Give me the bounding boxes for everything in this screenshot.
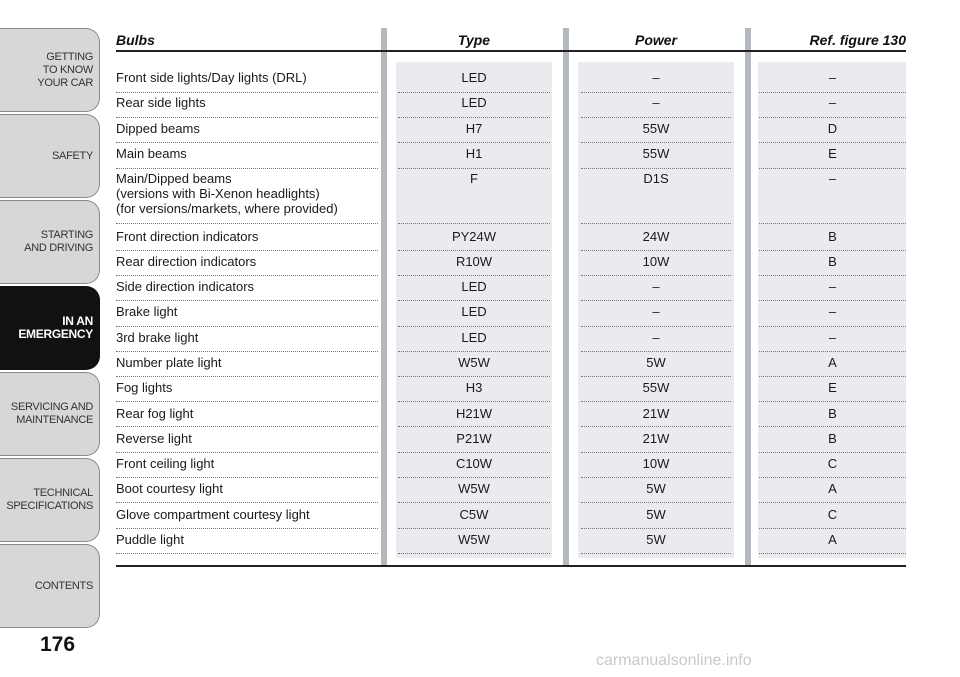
row-divider [116,351,378,352]
bulb-name-cell: Front ceiling light [116,456,215,471]
column-separator [381,28,387,566]
bulb-power-cell: 24W [642,229,670,244]
header-type: Type [457,32,491,48]
chapter-tab[interactable]: SERVICING AND MAINTENANCE [0,372,100,456]
row-divider [759,326,906,327]
chapter-tab[interactable]: TECHNICAL SPECIFICATIONS [0,458,100,542]
row-divider [398,92,550,93]
row-divider [398,351,550,352]
bulb-type-cell: H7 [465,121,483,136]
bulb-name-cell: Main beams [116,146,187,161]
bulb-power-cell: – [652,279,660,294]
row-divider [759,376,906,377]
row-divider [581,275,731,276]
row-divider [116,477,378,478]
row-divider [398,223,550,224]
bulb-ref-cell: E [828,146,837,161]
bulb-type-cell: LED [461,70,487,85]
row-divider [581,117,731,118]
chapter-tab[interactable]: SAFETY [0,114,100,198]
bulb-power-cell: – [652,304,660,319]
bulb-type-cell: C5W [459,507,489,522]
row-divider [759,477,906,478]
bulb-power-cell: 55W [642,121,670,136]
bulb-power-cell: 55W [642,380,670,395]
row-divider [398,142,550,143]
row-divider [398,401,550,402]
row-divider [581,553,731,554]
row-divider [759,223,906,224]
bulb-ref-cell: A [828,532,837,547]
row-divider [581,300,731,301]
row-divider [398,326,550,327]
row-divider [398,452,550,453]
row-divider [116,92,378,93]
row-divider [581,250,731,251]
row-divider [116,426,378,427]
row-divider [116,142,378,143]
bulb-name-cell: Reverse light [116,431,192,446]
bulb-name-cell: Dipped beams [116,121,200,136]
bulb-type-cell: LED [461,304,487,319]
row-divider [398,168,550,169]
bulb-type-cell: W5W [458,481,490,496]
chapter-tab[interactable]: STARTING AND DRIVING [0,200,100,284]
row-divider [116,376,378,377]
bulb-ref-cell: A [828,481,837,496]
bulb-name-cell: Rear fog light [116,406,194,421]
row-divider [759,426,906,427]
bulb-power-cell: 21W [642,406,670,421]
bulb-name-cell: Glove compartment courtesy light [116,507,310,522]
row-divider [116,168,378,169]
bulb-ref-cell: B [828,229,837,244]
row-divider [116,250,378,251]
row-divider [116,553,378,554]
row-divider [759,92,906,93]
header-rule [116,50,906,52]
bottom-rule [116,565,906,567]
row-divider [759,142,906,143]
bulb-name-cell: Brake light [116,304,178,319]
row-divider [116,223,378,224]
row-divider [398,528,550,529]
row-divider [116,275,378,276]
row-divider [759,452,906,453]
bulb-power-cell: 5W [646,532,666,547]
bulb-type-cell: H1 [465,146,483,161]
row-divider [398,553,550,554]
bulb-name-cell: Rear side lights [116,95,206,110]
bulb-power-cell: 55W [642,146,670,161]
row-divider [581,351,731,352]
row-divider [116,528,378,529]
row-divider [759,300,906,301]
bulb-table [116,28,906,568]
bulb-type-cell: LED [461,95,487,110]
page-number: 176 [40,633,76,656]
bulb-type-cell: LED [461,279,487,294]
bulb-ref-cell: – [828,279,837,294]
row-divider [581,426,731,427]
row-divider [581,142,731,143]
row-divider [581,326,731,327]
bulb-ref-cell: A [828,355,837,370]
row-divider [581,376,731,377]
bulb-power-cell: – [652,330,660,345]
row-divider [116,502,378,503]
bulb-type-cell: H3 [465,380,483,395]
header-bulbs: Bulbs [116,32,155,48]
bulb-type-cell: F [470,171,478,186]
bulb-power-cell: 10W [642,456,670,471]
row-divider [581,401,731,402]
row-divider [581,528,731,529]
bulb-ref-cell: – [828,171,837,186]
bulb-power-cell: 5W [646,481,666,496]
row-divider [398,300,550,301]
row-divider [398,376,550,377]
row-divider [398,477,550,478]
row-divider [116,117,378,118]
row-divider [116,300,378,301]
row-divider [581,502,731,503]
bulb-power-cell: D1S [643,171,669,186]
row-divider [116,452,378,453]
bulb-power-cell: 10W [642,254,670,269]
row-divider [759,351,906,352]
bulb-ref-cell: B [828,254,837,269]
bulb-name-cell: Fog lights [116,380,173,395]
bulb-ref-cell: B [828,431,837,446]
bulb-name-cell: Front side lights/Day lights (DRL) [116,70,307,85]
bulb-name-cell: Rear direction indicators [116,254,257,269]
row-divider [398,426,550,427]
bulb-power-cell: 21W [642,431,670,446]
bulb-type-cell: R10W [455,254,493,269]
column-separator [563,28,569,566]
bulb-type-cell: W5W [458,532,490,547]
watermark: carmanualsonline.info [596,652,752,669]
row-divider [398,117,550,118]
bulb-ref-cell: D [827,121,838,136]
row-divider [581,92,731,93]
bulb-ref-cell: – [828,304,837,319]
row-divider [116,326,378,327]
chapter-tab[interactable]: CONTENTS [0,544,100,628]
chapter-tab[interactable]: IN AN EMERGENCY [0,286,100,370]
bulb-type-cell: LED [461,330,487,345]
header-power: Power [634,32,677,48]
row-divider [116,401,378,402]
bulb-name-cell: Main/Dipped beams (versions with Bi-Xenon headlights) (for versions/markets, where provided) [116,171,338,216]
row-divider [581,223,731,224]
bulb-ref-cell: – [828,330,837,345]
row-divider [759,401,906,402]
bulb-power-cell: 5W [646,355,666,370]
row-divider [759,168,906,169]
row-divider [759,502,906,503]
bulb-ref-cell: E [828,380,837,395]
bulb-name-cell: Front direction indicators [116,229,259,244]
row-divider [759,528,906,529]
bulb-power-cell: – [652,70,660,85]
row-divider [398,502,550,503]
bulb-name-cell: Puddle light [116,532,184,547]
bulb-ref-cell: C [827,456,838,471]
bulb-type-cell: W5W [458,355,490,370]
bulb-type-cell: C10W [455,456,493,471]
bulb-power-cell: – [652,95,660,110]
bulb-name-cell: Boot courtesy light [116,481,223,496]
bulb-ref-cell: – [828,95,837,110]
bulb-ref-cell: – [828,70,837,85]
row-divider [581,452,731,453]
row-divider [398,250,550,251]
row-divider [581,168,731,169]
column-separator [745,28,751,566]
row-divider [759,117,906,118]
header-ref: Ref. figure 130 [809,32,906,48]
row-divider [759,250,906,251]
bulb-ref-cell: C [827,507,838,522]
row-divider [581,477,731,478]
bulb-type-cell: P21W [456,431,492,446]
row-divider [398,275,550,276]
bulb-type-cell: H21W [455,406,493,421]
bulb-name-cell: 3rd brake light [116,330,199,345]
bulb-name-cell: Side direction indicators [116,279,255,294]
bulb-ref-cell: B [828,406,837,421]
bulb-type-cell: PY24W [451,229,497,244]
row-divider [759,275,906,276]
bulb-power-cell: 5W [646,507,666,522]
chapter-tab[interactable]: GETTING TO KNOW YOUR CAR [0,28,100,112]
row-divider [759,553,906,554]
bulb-name-cell: Number plate light [116,355,222,370]
